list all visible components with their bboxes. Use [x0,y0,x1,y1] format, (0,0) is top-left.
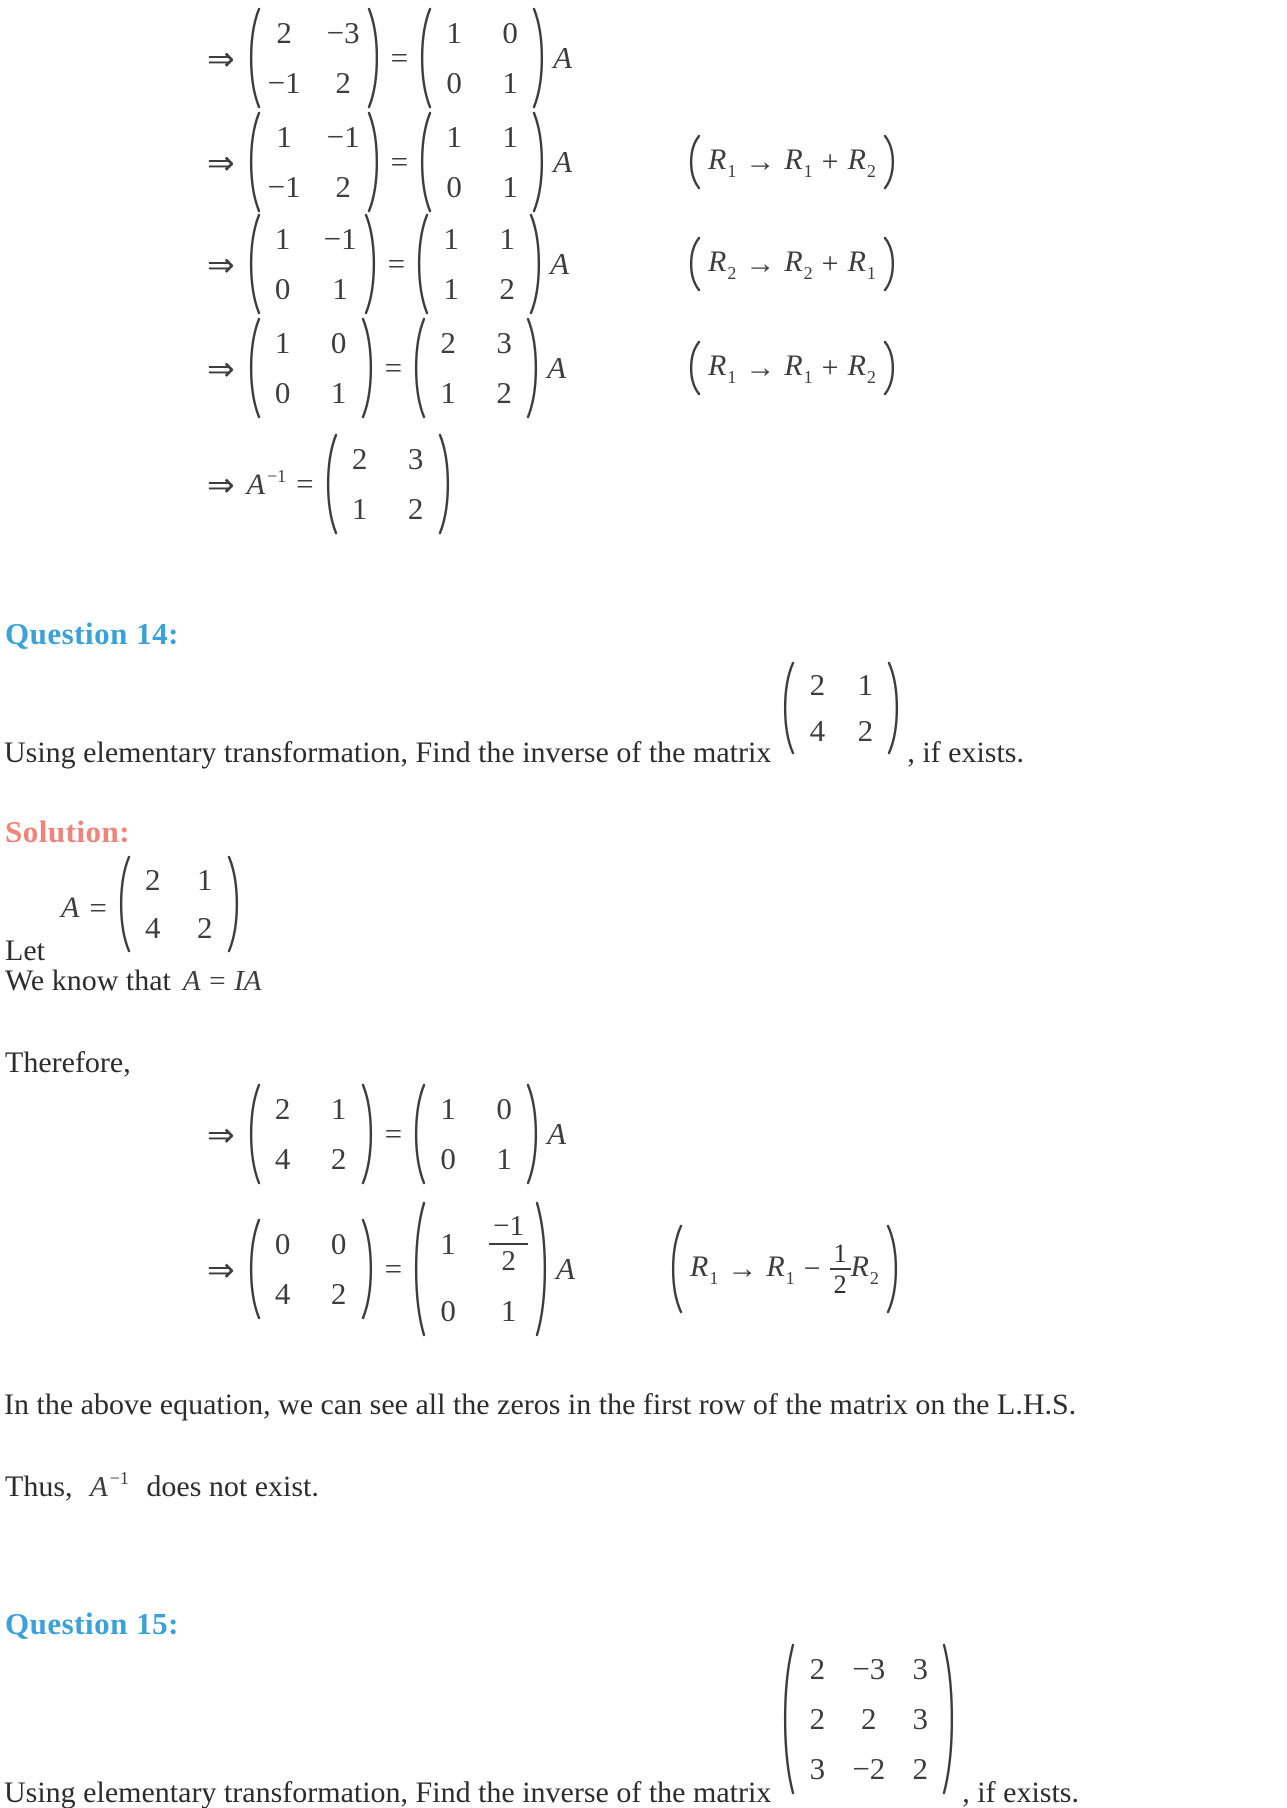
right-paren-icon [531,110,546,214]
question-15-text-suffix: , if exists. [962,1776,1079,1808]
row-operation-note [687,110,897,214]
matrix-cell: −1 [323,221,357,256]
matrix-cell: 1 [197,862,213,897]
matrix [418,6,546,110]
question-14-text-prefix: Using elementary transformation, Find the inverse of the matrix [4,736,772,769]
math-operator: − [803,1252,821,1285]
equals-sign: = [390,40,409,75]
left-paren-icon [247,110,262,214]
matrix-grid [339,434,437,534]
matrix-cell: 1 [857,667,874,702]
matrix-cell: 0 [502,15,518,50]
matrix-cell: −2 [852,1751,886,1786]
matrix-cell: 1 [440,375,456,410]
we-know-that-line [5,964,262,998]
observation-text: In the above equation, we can see all the zeros in the first row of the matrix on the L.H.S. [4,1388,1077,1421]
matrix-cell: 2 [499,271,515,306]
left-paren-icon [247,212,262,316]
math-var: $R_2$ [847,348,876,387]
subscript: 1 [727,160,737,181]
matrix-cell: 2 [335,65,351,100]
right-paren-icon [531,6,546,110]
right-paren-icon [534,1200,549,1338]
subscript: 2 [866,366,876,387]
right-paren-icon [437,432,452,536]
row-operation [690,1240,879,1298]
left-paren-icon [418,110,433,214]
right-paren-icon [885,1223,900,1315]
math-var: $R_2$ [850,1249,879,1288]
matrix-cell: 4 [809,713,826,748]
question-15-text-prefix: Using elementary transformation, Find the inverse of the matrix [4,1776,772,1808]
matrix-cell: 2 [197,910,213,945]
matrix-cell: 1 [502,169,518,204]
fraction-numerator: 1 [830,1240,851,1269]
matrix-cell: 2 [351,441,368,476]
matrix-cell: 0 [496,1091,512,1126]
math-operator: + [821,145,839,178]
equation-step-1 [207,6,572,110]
matrix-cell: 2 [440,325,456,360]
math-var: $R_1$ [847,244,876,283]
left-paren-icon [412,1200,427,1338]
equation-step-3 [207,212,876,316]
let-definition [5,854,241,968]
left-paren-icon [412,316,427,420]
matrix-coefficient-a: A [547,1116,567,1151]
inline-matrix [781,1642,956,1807]
implies-arrow-icon: ⇒ [207,464,235,504]
equals-sign: = [384,1251,403,1286]
math-var: $R_1$ [766,1249,795,1288]
row-operation-note [687,212,897,316]
superscript: −1 [266,466,287,486]
matrix-cell: 0 [440,1293,456,1328]
subscript: 1 [803,366,813,387]
matrix-cell: 0 [274,1226,291,1261]
subscript: 2 [803,262,813,283]
question-15-heading: Question 15: [5,1606,179,1641]
question-14-text [4,660,1024,773]
math-operator: + [821,351,839,384]
left-paren-icon [415,212,430,316]
matrix-cell: 1 [443,271,459,306]
row-operation [708,349,876,388]
math-var: $R_1$ [690,1249,719,1288]
matrix-cell: 2 [330,1141,347,1176]
implies-arrow-icon: ⇒ [207,1249,235,1289]
matrix-cell: −3 [852,1651,886,1686]
matrix [247,212,378,316]
equals-sign: = [384,350,403,385]
matrix [324,432,452,536]
math-var-a: A [60,891,80,924]
subscript: 1 [803,160,813,181]
matrix-cell: 4 [145,910,161,945]
fraction-numerator: −1 [489,1211,528,1245]
subscript: 2 [869,1267,879,1288]
math-var: $R_2$ [784,244,813,283]
subscript: 2 [866,160,876,181]
math-var: A $^{-1}$ [246,466,287,501]
matrix-cell: 2 [809,667,826,702]
matrix-cell: 1 [274,221,291,256]
math-var: $R_2$ [847,142,876,181]
right-paren-icon [360,1082,375,1186]
matrix-grid [427,318,525,418]
left-paren-icon [412,1082,427,1186]
matrix-cell: −1 [267,169,301,204]
right-paren-icon [360,1217,375,1321]
solution-heading: Solution: [5,814,131,849]
math-var: $R_2$ [708,244,737,283]
matrix-grid [427,1084,525,1184]
matrix [781,660,901,756]
let-label: Let [5,934,45,967]
matrix-cell: 2 [809,1651,826,1686]
matrix-coefficient-a: A [550,246,570,281]
fraction [830,1240,851,1298]
left-paren-icon [687,235,702,293]
matrix-cell: 1 [330,375,347,410]
matrix-cell: 2 [276,15,292,50]
matrix-cell: 2 [145,862,161,897]
equals-sign: = [390,144,409,179]
inverse-superscript: −1 [109,1468,129,1488]
matrix-cell: 1 [496,1141,512,1176]
left-paren-icon [781,1642,796,1796]
matrix-cell: 0 [274,375,291,410]
matrix-cell: 1 [446,15,462,50]
right-paren-icon [360,316,375,420]
matrix [247,110,381,214]
right-paren-icon [882,339,897,397]
math-var-a-inverse: A [90,1471,108,1503]
matrix-cell: 0 [446,169,462,204]
matrix-cell: 1 [502,65,518,100]
matrix-coefficient-a: A [553,144,573,179]
matrix-grid [796,662,886,754]
matrix-cell: 3 [912,1651,929,1686]
implies-arrow-icon: ⇒ [207,38,235,78]
matrix-coefficient-a: A [556,1251,575,1286]
math-operator: → [745,145,776,178]
identity-equation: A = IA [182,965,262,997]
matrix-cell: 2 [861,1701,877,1736]
math-operator: + [821,247,839,280]
we-know-that-text: We know that [5,964,171,997]
left-paren-icon [418,6,433,110]
inline-matrix [117,854,241,962]
matrix-cell: 3 [912,1701,929,1736]
matrix-cell: 1 [500,1293,517,1328]
equation-step-4 [207,316,876,420]
matrix-grid [433,112,531,212]
right-paren-icon [525,316,540,420]
matrix-cell: 1 [440,1091,456,1126]
implies-arrow-icon: ⇒ [207,1114,235,1154]
right-paren-icon [886,660,901,756]
matrix-cell: 1 [330,1091,347,1126]
matrix [247,1082,375,1186]
math-var: $R_1$ [708,348,737,387]
equation-result-a-inverse [207,432,452,536]
subscript: 1 [785,1267,795,1288]
equals-sign: = [384,1116,403,1151]
matrix-cell: −1 [267,65,301,100]
matrix [412,1200,549,1338]
matrix-grid [262,214,363,314]
matrix [412,316,540,420]
left-paren-icon [781,660,796,756]
implies-arrow-icon: ⇒ [207,244,235,284]
subscript: 1 [709,1267,719,1288]
equation-step-2 [207,110,876,214]
matrix-cell: −3 [326,15,360,50]
matrix-cell: 2 [407,491,424,526]
left-paren-icon [669,1223,684,1315]
matrix-grid [132,856,226,952]
matrix-cell: 1 [446,119,462,154]
matrix-grid [433,8,531,108]
matrix-grid [796,1644,941,1794]
matrix-cell: 1 [499,221,515,256]
matrix-cell: 0 [330,325,347,360]
right-paren-icon [882,133,897,191]
let-equation [61,854,241,962]
implies-arrow-icon: ⇒ [207,142,235,182]
row-operation-note [669,1200,900,1338]
matrix-grid [262,1219,360,1319]
question-14-text-suffix: , if exists. [907,736,1024,769]
matrix [415,212,543,316]
matrix-cell: 2 [912,1751,929,1786]
right-paren-icon [363,212,378,316]
matrix-cell: 0 [440,1141,456,1176]
subscript: 2 [727,262,737,283]
matrix [781,1642,956,1796]
matrix-cell: 1 [332,271,348,306]
matrix [247,6,381,110]
implies-arrow-icon: ⇒ [207,348,235,388]
row-operation [708,245,876,284]
conclusion-suffix: does not exist. [146,1470,319,1503]
matrix-cell: 2 [274,1091,291,1126]
equation-step-6 [207,1200,879,1338]
matrix-cell: 1 [502,119,518,154]
matrix-coefficient-a: A [547,350,567,385]
matrix [412,1082,540,1186]
row-operation-note [687,316,897,420]
left-paren-icon [247,6,262,110]
right-paren-icon [366,110,381,214]
matrix-cell: 4 [274,1276,291,1311]
inline-matrix [781,660,901,767]
equals-sign: = [296,466,314,501]
fraction [489,1211,528,1278]
left-paren-icon [247,316,262,420]
matrix-cell: −1 [326,119,360,154]
matrix-cell: 2 [809,1701,826,1736]
left-paren-icon [247,1082,262,1186]
equals-sign: = [89,890,107,925]
matrix-cell [489,1202,528,1286]
matrix-cell: 0 [446,65,462,100]
matrix [117,854,241,954]
math-operator: → [745,351,776,384]
matrix-grid [427,1202,534,1336]
matrix-coefficient-a: A [553,40,573,75]
math-var: $R_1$ [784,142,813,181]
matrix-cell: 2 [330,1276,347,1311]
left-paren-icon [117,854,132,954]
matrix-cell: 1 [443,221,459,256]
matrix-cell: 3 [496,325,512,360]
right-paren-icon [528,212,543,316]
matrix-cell: 0 [274,271,291,306]
matrix-cell: 3 [809,1751,826,1786]
matrix [247,316,375,420]
question-15-text [4,1642,1079,1808]
right-paren-icon [366,6,381,110]
conclusion-prefix: Thus, [5,1470,73,1503]
left-paren-icon [687,133,702,191]
matrix-cell: 2 [496,375,512,410]
matrix-cell: 1 [274,325,291,360]
matrix-grid [262,318,360,418]
left-paren-icon [687,339,702,397]
equals-sign: = [387,246,406,281]
matrix-cell: 1 [440,1226,456,1261]
right-paren-icon [941,1642,956,1796]
matrix-cell: 0 [330,1226,347,1261]
subscript: 1 [866,262,876,283]
matrix-cell: 2 [335,169,351,204]
matrix-grid [430,214,528,314]
matrix-grid [262,8,366,108]
left-paren-icon [324,432,339,536]
therefore-label: Therefore, [5,1046,131,1079]
matrix [247,1217,375,1321]
matrix-cell: 4 [274,1141,291,1176]
math-operator: → [727,1252,758,1285]
matrix-cell: 2 [857,713,874,748]
left-paren-icon [247,1217,262,1321]
matrix-cell: 3 [407,441,424,476]
math-var: $R_1$ [708,142,737,181]
right-paren-icon [226,854,241,954]
matrix [418,110,546,214]
matrix-cell: 1 [351,491,368,526]
math-var: $R_1$ [784,348,813,387]
matrix-grid [262,1084,360,1184]
fraction-denominator: 2 [501,1244,516,1277]
equation-step-5 [207,1082,566,1186]
matrix-cell: 1 [276,119,292,154]
matrix-grid [262,112,366,212]
right-paren-icon [525,1082,540,1186]
question-14-heading: Question 14: [5,616,179,651]
right-paren-icon [882,235,897,293]
subscript: 1 [727,366,737,387]
math-operator: → [745,247,776,280]
conclusion-text [5,1468,319,1504]
row-operation [708,143,876,182]
fraction-denominator: 2 [833,1269,847,1299]
